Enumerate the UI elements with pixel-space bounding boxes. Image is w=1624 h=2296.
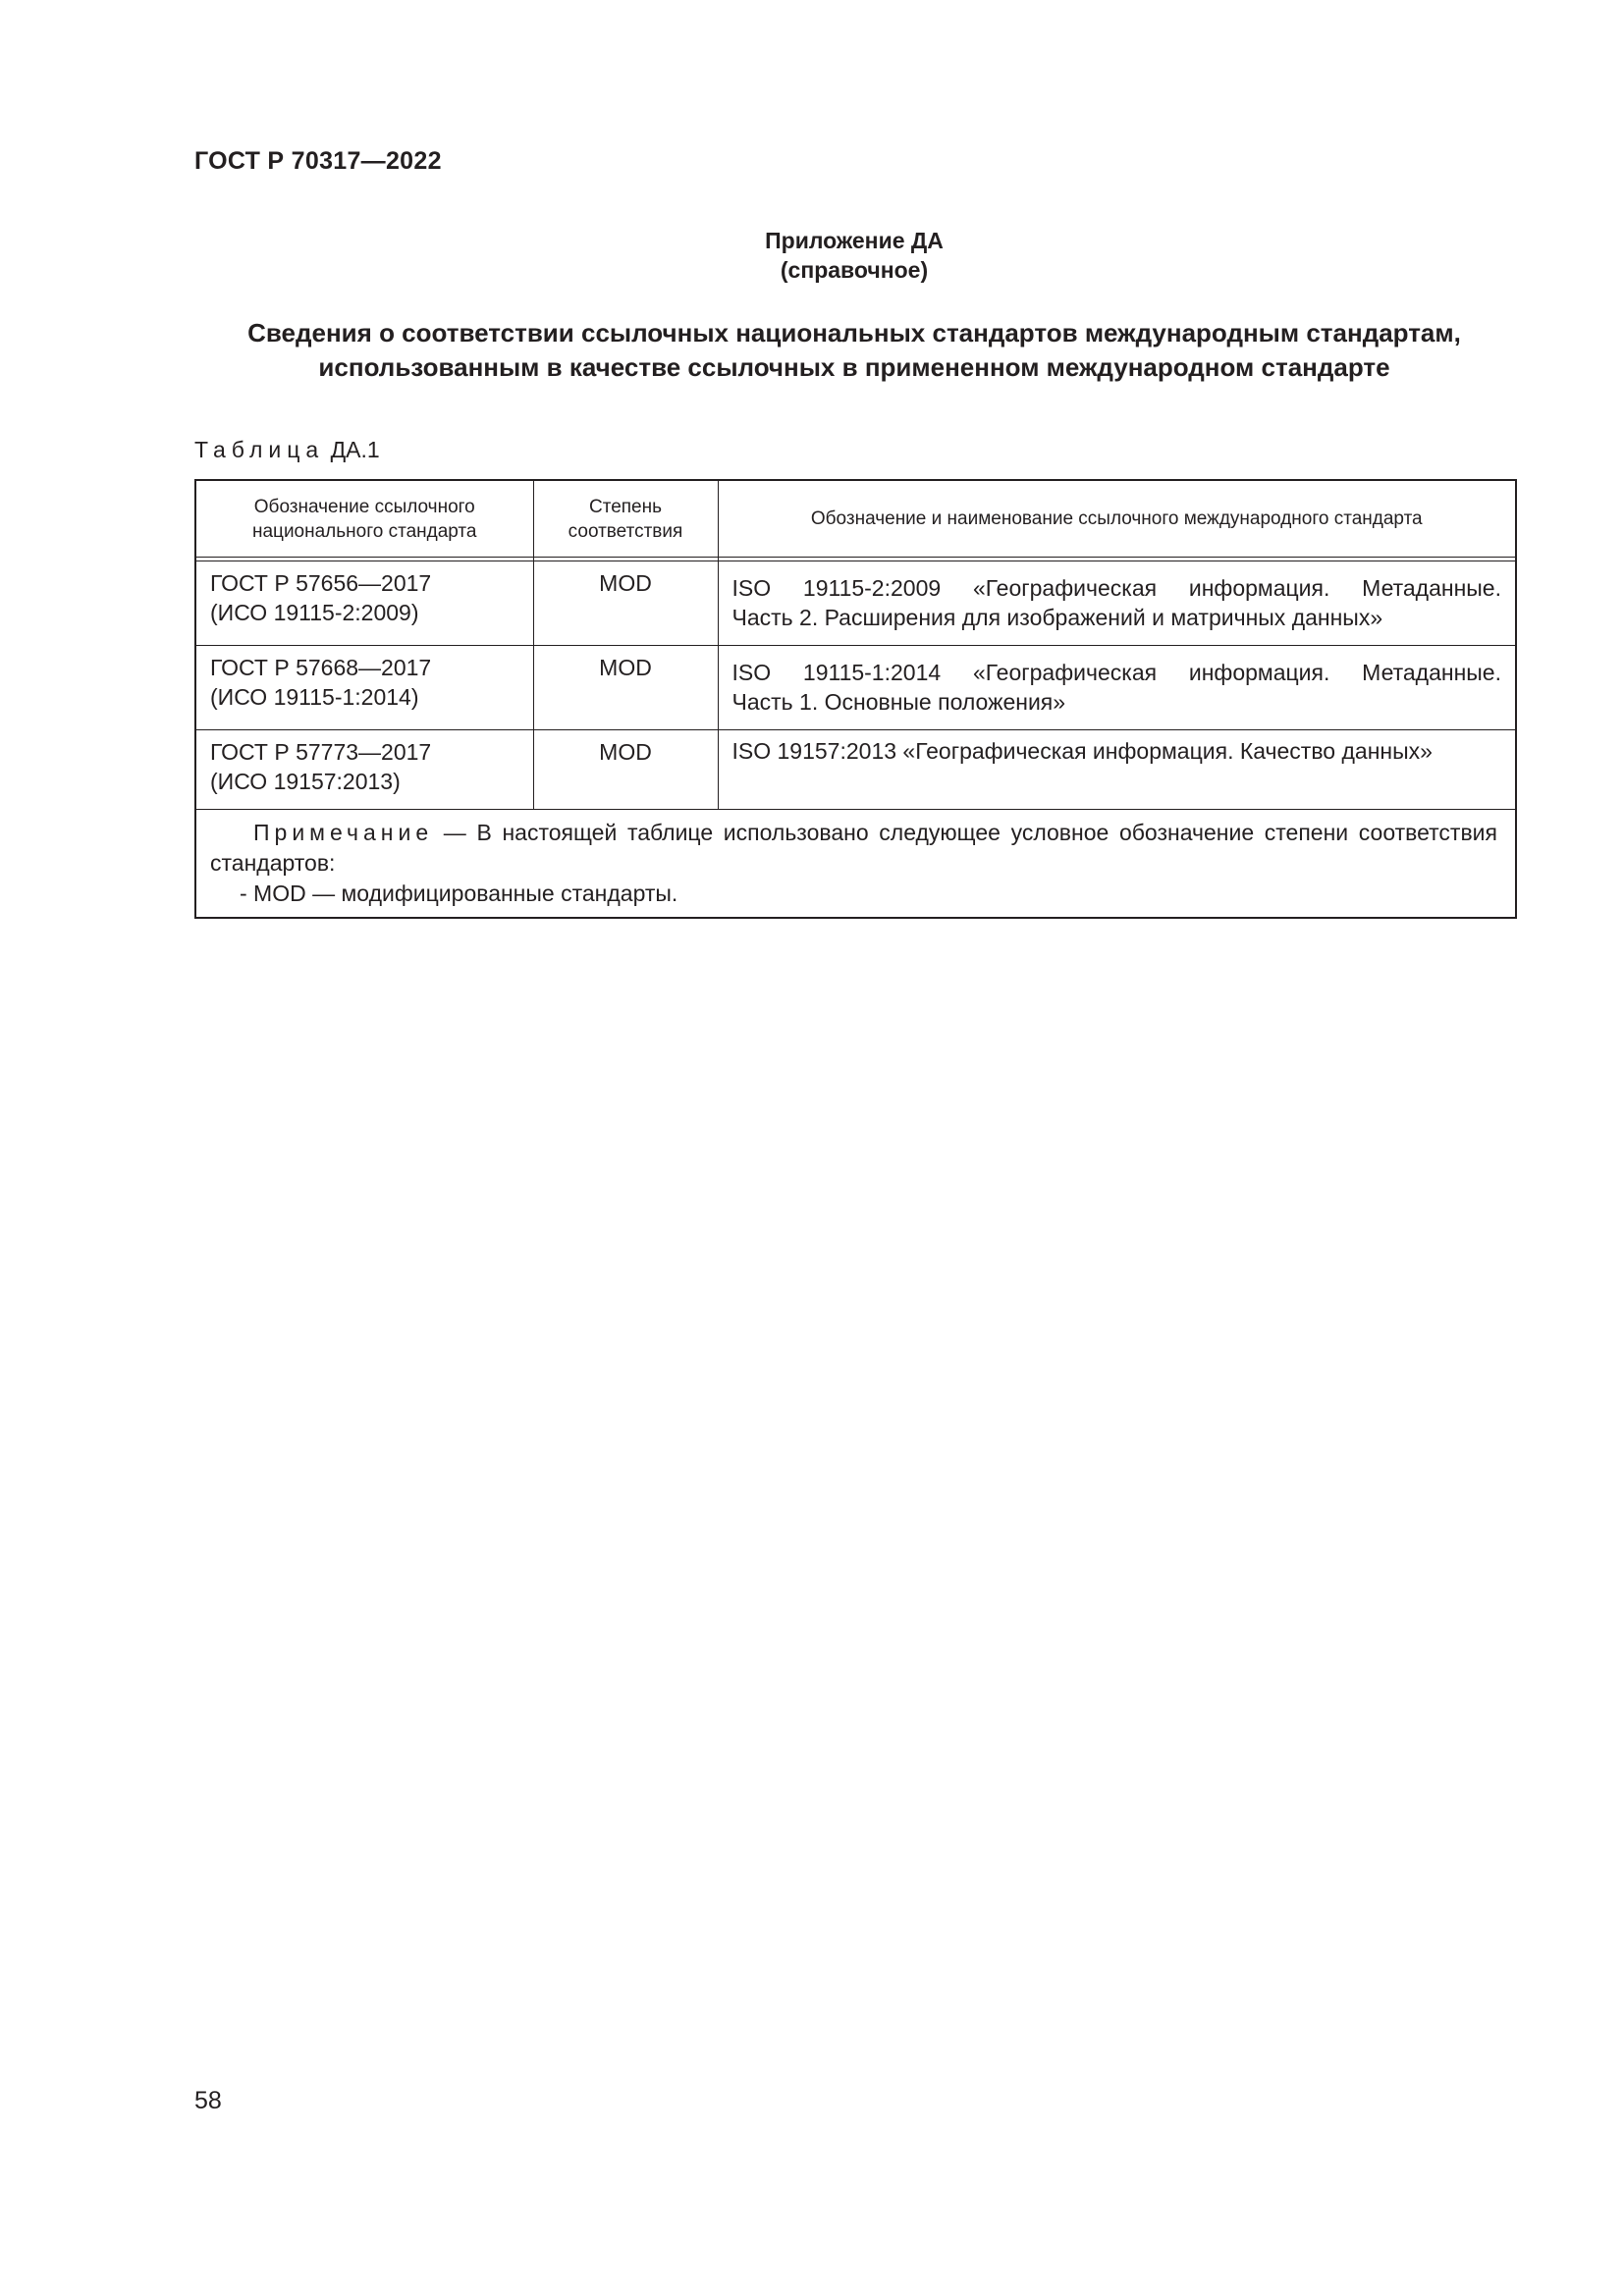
table-caption-number: ДА.1	[330, 437, 380, 462]
degree-cell: MOD	[533, 646, 718, 730]
table-row	[195, 561, 1516, 646]
header-international-standard: Обозначение и наименование ссылочного международного стандарта	[718, 480, 1516, 558]
international-standard-cell: ISO 19115-2:2009 «Географическая информация. Метаданные. Часть 2. Расширения для изображений и матричных данных»	[718, 561, 1516, 646]
header-degree: Степень соответствия	[533, 480, 718, 558]
national-standard-cell: ГОСТ Р 57656—2017 (ИСО 19115-2:2009)	[195, 561, 533, 646]
table-header-row	[195, 480, 1516, 558]
annex-heading	[0, 226, 1624, 285]
national-standard-cell: ГОСТ Р 57668—2017 (ИСО 19115-1:2014)	[195, 646, 533, 730]
degree-cell: MOD	[533, 561, 718, 646]
section-title-line-1: Сведения о соответствии ссылочных национальных стандартов международным стандартам,	[247, 318, 1461, 347]
table-row	[195, 730, 1516, 810]
standards-table	[194, 479, 1517, 919]
page-number: 58	[194, 2087, 222, 2114]
header-national-standard: Обозначение ссылочного национального стандарта	[195, 480, 533, 558]
annex-subtitle: (справочное)	[780, 257, 929, 283]
international-standard-cell: ISO 19157:2013 «Географическая информация. Качество данных»	[718, 730, 1516, 810]
table-note-row	[195, 810, 1516, 919]
table-caption-label: Таблица	[194, 437, 325, 462]
table-note	[195, 810, 1516, 919]
table-row	[195, 646, 1516, 730]
note-label: Примечание	[253, 820, 434, 845]
international-standard-cell: ISO 19115-1:2014 «Географическая информация. Метаданные. Часть 1. Основные положения»	[718, 646, 1516, 730]
table-caption	[194, 437, 380, 463]
national-standard-cell: ГОСТ Р 57773—2017 (ИСО 19157:2013)	[195, 730, 533, 810]
document-code: ГОСТ Р 70317—2022	[194, 147, 442, 175]
annex-title: Приложение ДА	[765, 228, 944, 253]
section-title	[194, 316, 1514, 385]
note-text: — В настоящей таблице использовано следующее условное обозначение степени соответствия стандартов:	[210, 820, 1497, 876]
section-title-line-2: использованным в качестве ссылочных в примененном международном стандарте	[318, 352, 1390, 382]
note-item: - MOD — модифицированные стандарты.	[240, 881, 678, 906]
degree-cell: MOD	[533, 730, 718, 810]
